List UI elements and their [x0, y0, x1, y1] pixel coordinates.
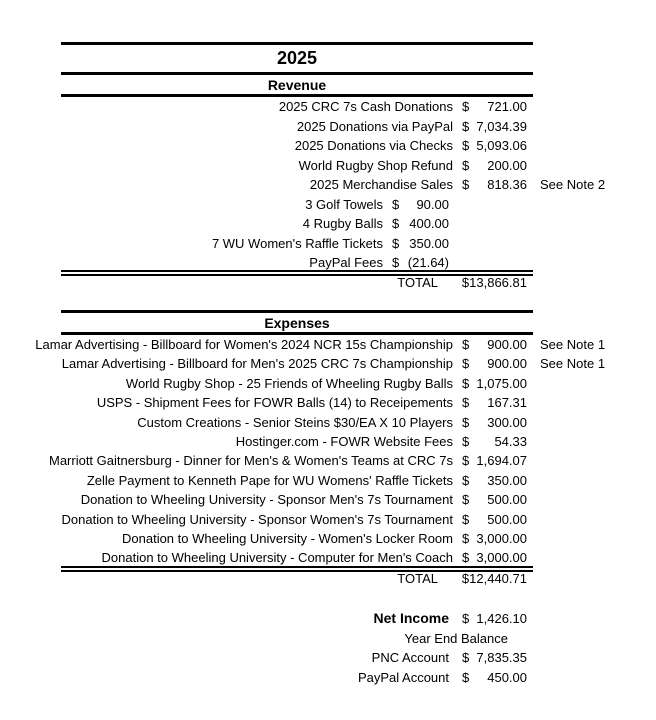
revenue-row: [0, 117, 656, 136]
total-label: TOTAL: [397, 571, 438, 586]
currency: $: [462, 356, 470, 372]
rule: [61, 310, 533, 313]
currency: $: [462, 492, 470, 508]
item-label: 2025 Donations via PayPal: [296, 118, 453, 134]
item-label: Lamar Advertising - Billboard for Women's 2024 NCR 15s Championship: [35, 337, 453, 352]
currency: $: [392, 196, 400, 212]
expense-row: [0, 393, 656, 412]
currency: $: [462, 414, 470, 430]
item-label: Donation to Wheeling University - Women's Locker Room: [122, 531, 453, 546]
amount: 500.00: [487, 492, 527, 508]
revenue-heading: Revenue: [267, 77, 327, 93]
amount: 167.31: [487, 395, 527, 411]
currency: $: [462, 531, 470, 546]
currency: $: [392, 235, 400, 251]
currency: $: [462, 157, 470, 173]
amount: 350.00: [487, 472, 527, 488]
note: See Note 1: [540, 356, 606, 372]
year-title: 2025: [276, 48, 318, 68]
item-label: USPS - Shipment Fees for FOWR Balls (14) to Receipements: [96, 395, 453, 411]
item-label: 2025 CRC 7s Cash Donations: [278, 99, 453, 114]
currency: $: [462, 453, 470, 469]
expense-row: [0, 354, 656, 373]
account-row: [0, 668, 656, 687]
currency: $: [462, 550, 470, 566]
revenue-row: [0, 156, 656, 175]
expense-row: [0, 374, 656, 393]
expenses-total-row: [0, 569, 656, 588]
item-label: 3 Golf Towels: [305, 196, 383, 212]
currency: $: [462, 138, 470, 153]
expense-row: [0, 451, 656, 470]
currency: $: [462, 177, 470, 192]
amount: 3,000.00: [476, 550, 527, 566]
expense-row: [0, 471, 656, 490]
double-rule: [61, 566, 533, 568]
amount: 3,000.00: [476, 531, 527, 546]
currency: $: [462, 118, 470, 134]
year-end-label: Year End Balance: [404, 631, 508, 646]
item-label: World Rugby Shop Refund: [298, 157, 453, 173]
currency: $: [462, 650, 470, 665]
currency: $: [462, 611, 470, 626]
currency: $: [462, 395, 470, 411]
net-income-row: [0, 609, 656, 628]
item-label: Donation to Wheeling University - Computer for Men's Coach: [101, 550, 453, 566]
amount: 300.00: [487, 414, 527, 430]
currency: $: [392, 216, 400, 231]
expenses-heading: Expenses: [264, 315, 330, 331]
amount: 900.00: [487, 337, 527, 352]
currency: $: [462, 472, 470, 488]
amount: 90.00: [416, 196, 449, 212]
amount: 200.00: [487, 157, 527, 173]
revenue-row: [0, 97, 656, 116]
item-label: Custom Creations - Senior Steins $30/EA X 10 Players: [137, 414, 453, 430]
amount: 7,835.35: [476, 650, 527, 665]
amount: 350.00: [409, 235, 449, 251]
expense-row: [0, 548, 656, 567]
item-label: Donation to Wheeling University - Sponsor Women's 7s Tournament: [61, 511, 453, 527]
item-label: 4 Rugby Balls: [302, 216, 383, 231]
amount: 400.00: [409, 216, 449, 231]
expense-row: [0, 510, 656, 529]
item-label: 2025 Donations via Checks: [294, 138, 453, 153]
revenue-row: [0, 175, 656, 194]
item-label: 7 WU Women's Raffle Tickets: [211, 235, 383, 251]
item-label: World Rugby Shop - 25 Friends of Wheeling Rugby Balls: [125, 375, 453, 391]
currency: $: [392, 255, 400, 270]
amount: 721.00: [487, 99, 527, 114]
total-label: TOTAL: [397, 275, 438, 290]
expense-row: [0, 432, 656, 451]
amount: 818.36: [487, 177, 527, 192]
amount: 1,075.00: [476, 375, 527, 391]
expense-row: [0, 335, 656, 354]
currency: $: [462, 669, 470, 685]
account-row: [0, 648, 656, 667]
rule: [61, 72, 533, 75]
net-income-value: 1,426.10: [476, 611, 527, 626]
note: See Note 2: [540, 177, 606, 192]
amount: 450.00: [487, 669, 527, 685]
currency: $: [462, 337, 470, 352]
item-label: Marriott Gaitnersburg - Dinner for Men's & Women's Teams at CRC 7s: [48, 453, 453, 469]
expenses-total: $12,440.71: [461, 571, 527, 586]
revenue-subrow: [0, 234, 656, 253]
revenue-total: $13,866.81: [461, 275, 527, 290]
item-label: PayPal Account: [357, 669, 449, 685]
double-rule: [61, 270, 533, 272]
item-label: Hostinger.com - FOWR Website Fees: [235, 434, 453, 449]
currency: $: [462, 511, 470, 527]
expense-row: [0, 490, 656, 509]
revenue-row: [0, 136, 656, 155]
item-label: Zelle Payment to Kenneth Pape for WU Womens' Raffle Tickets: [86, 472, 453, 488]
item-label: PayPal Fees: [309, 255, 383, 270]
item-label: PNC Account: [371, 650, 449, 665]
rule: [61, 42, 533, 45]
item-label: 2025 Merchandise Sales: [309, 177, 453, 192]
net-income-label: Net Income: [373, 610, 449, 626]
expense-row: [0, 413, 656, 432]
amount: 54.33: [494, 434, 527, 449]
item-label: Donation to Wheeling University - Sponsor Men's 7s Tournament: [80, 492, 453, 508]
currency: $: [462, 434, 470, 449]
revenue-subrow: [0, 214, 656, 233]
revenue-total-row: [0, 273, 656, 292]
amount: (21.64): [407, 255, 449, 270]
revenue-subrow: [0, 195, 656, 214]
item-label: Lamar Advertising - Billboard for Men's 2025 CRC 7s Championship: [61, 356, 453, 372]
amount: 7,034.39: [476, 118, 527, 134]
amount: 500.00: [487, 511, 527, 527]
currency: $: [462, 99, 470, 114]
expense-row: [0, 529, 656, 548]
amount: 900.00: [487, 356, 527, 372]
currency: $: [462, 375, 470, 391]
year-end-row: [0, 629, 656, 648]
amount: 1,694.07: [476, 453, 527, 469]
note: See Note 1: [540, 337, 606, 352]
amount: 5,093.06: [476, 138, 527, 153]
